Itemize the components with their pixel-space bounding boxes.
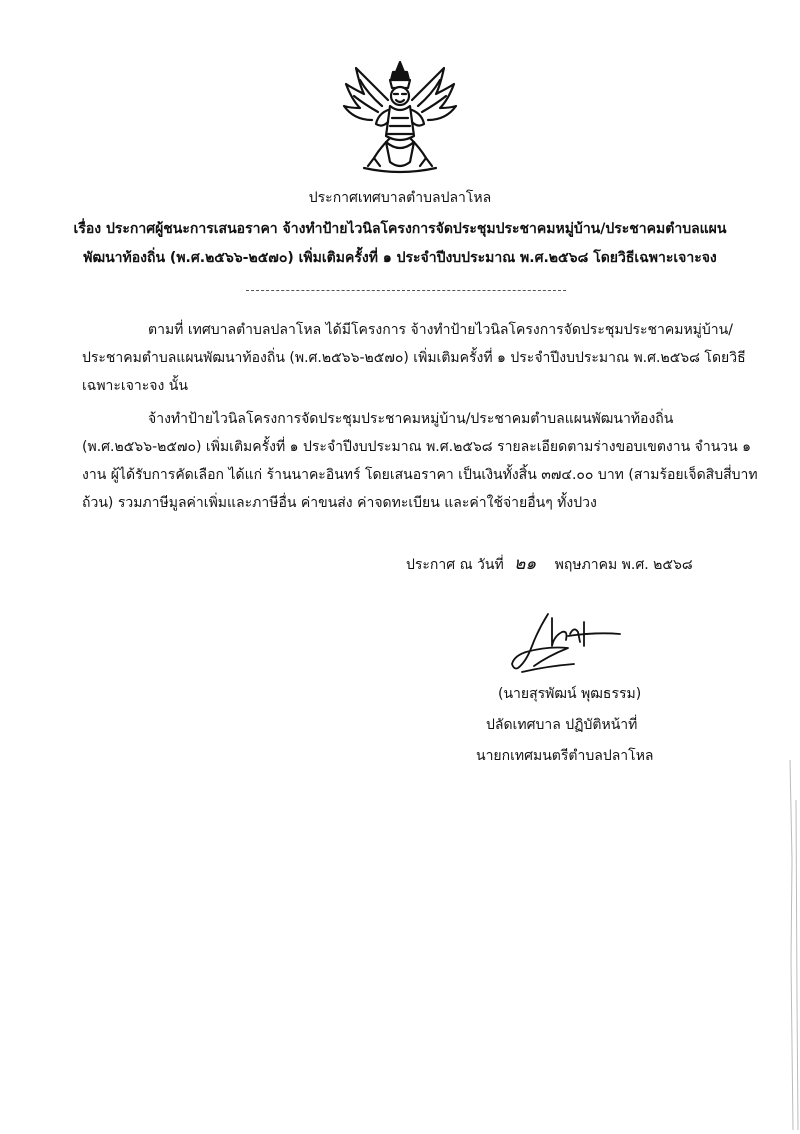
date-day: ๒๑ (514, 554, 537, 574)
signatory-acting-for: นายกเทศมนตรีตำบลปลาโหล (476, 748, 654, 764)
paragraph-1-line-3: เฉพาะเจาะจง นั้น (82, 378, 188, 394)
paragraph-1-line-2: ประชาคมตำบลแผนพัฒนาท้องถิ่น (พ.ศ.๒๕๖๖-๒๕๗๐) เพิ่มเติมครั้งที่ ๑ ประจำปีงบประมาณ พ.ศ.๒๕๖๘ โดยวิธี (82, 350, 746, 366)
paragraph-2-line-2: (พ.ศ.๒๕๖๖-๒๕๗๐) เพิ่มเติมครั้งที่ ๑ ประจำปีงบประมาณ พ.ศ.๒๕๖๘ รายละเอียดตามร่างขอบเขตงาน จำนวน ๑ (82, 439, 752, 455)
subject-line-1: เรื่อง ประกาศผู้ชนะการเสนอราคา จ้างทำป้ายไวนิลโครงการจัดประชุมประชาคมหมู่บ้าน/ประชาคมตำบลแผน (73, 221, 727, 237)
announcement-date (406, 554, 693, 575)
paragraph-2-line-4: ถ้วน) รวมภาษีมูลค่าเพิ่มและภาษีอื่น ค่าขนส่ง ค่าจดทะเบียน และค่าใช้จ่ายอื่นๆ ทั้งปวง (82, 495, 597, 511)
garuda-emblem-icon (338, 58, 462, 178)
scan-edge-marks (768, 0, 800, 1134)
signature-scribble (508, 606, 628, 680)
date-prefix: ประกาศ ณ วันที่ (406, 557, 504, 573)
subject-line-2: พัฒนาท้องถิ่น (พ.ศ.๒๕๖๖-๒๕๗๐) เพิ่มเติมครั้งที่ ๑ ประจำปีงบประมาณ พ.ศ.๒๕๖๘ โดยวิธีเฉพาะเจาะจง (83, 250, 717, 266)
paragraph-2-line-1: จ้างทำป้ายไวนิลโครงการจัดประชุมประชาคมหมู่บ้าน/ประชาคมตำบลแผนพัฒนาท้องถิ่น (148, 411, 674, 427)
header-divider (246, 290, 566, 291)
paragraph-2-line-3: งาน ผู้ได้รับการคัดเลือก ได้แก่ ร้านนาคะอินทร์ โดยเสนอราคา เป็นเงินทั้งสิ้น ๓๗๔.๐๐ บาท (สามร้อยเจ็ดสิบสี่บาท (82, 467, 758, 483)
date-month-year: พฤษภาคม พ.ศ. ๒๕๖๘ (554, 557, 693, 573)
organization-title: ประกาศเทศบาลตำบลปลาโหล (308, 190, 492, 206)
paragraph-1-line-1: ตามที่ เทศบาลตำบลปลาโหล ได้มีโครงการ จ้างทำป้ายไวนิลโครงการจัดประชุมประชาคมหมู่บ้าน/ (148, 322, 733, 338)
signatory-position: ปลัดเทศบาล ปฏิบัติหน้าที่ (486, 717, 638, 733)
signatory-name: (นายสุรพัฒน์ พุฒธรรม) (498, 686, 642, 702)
